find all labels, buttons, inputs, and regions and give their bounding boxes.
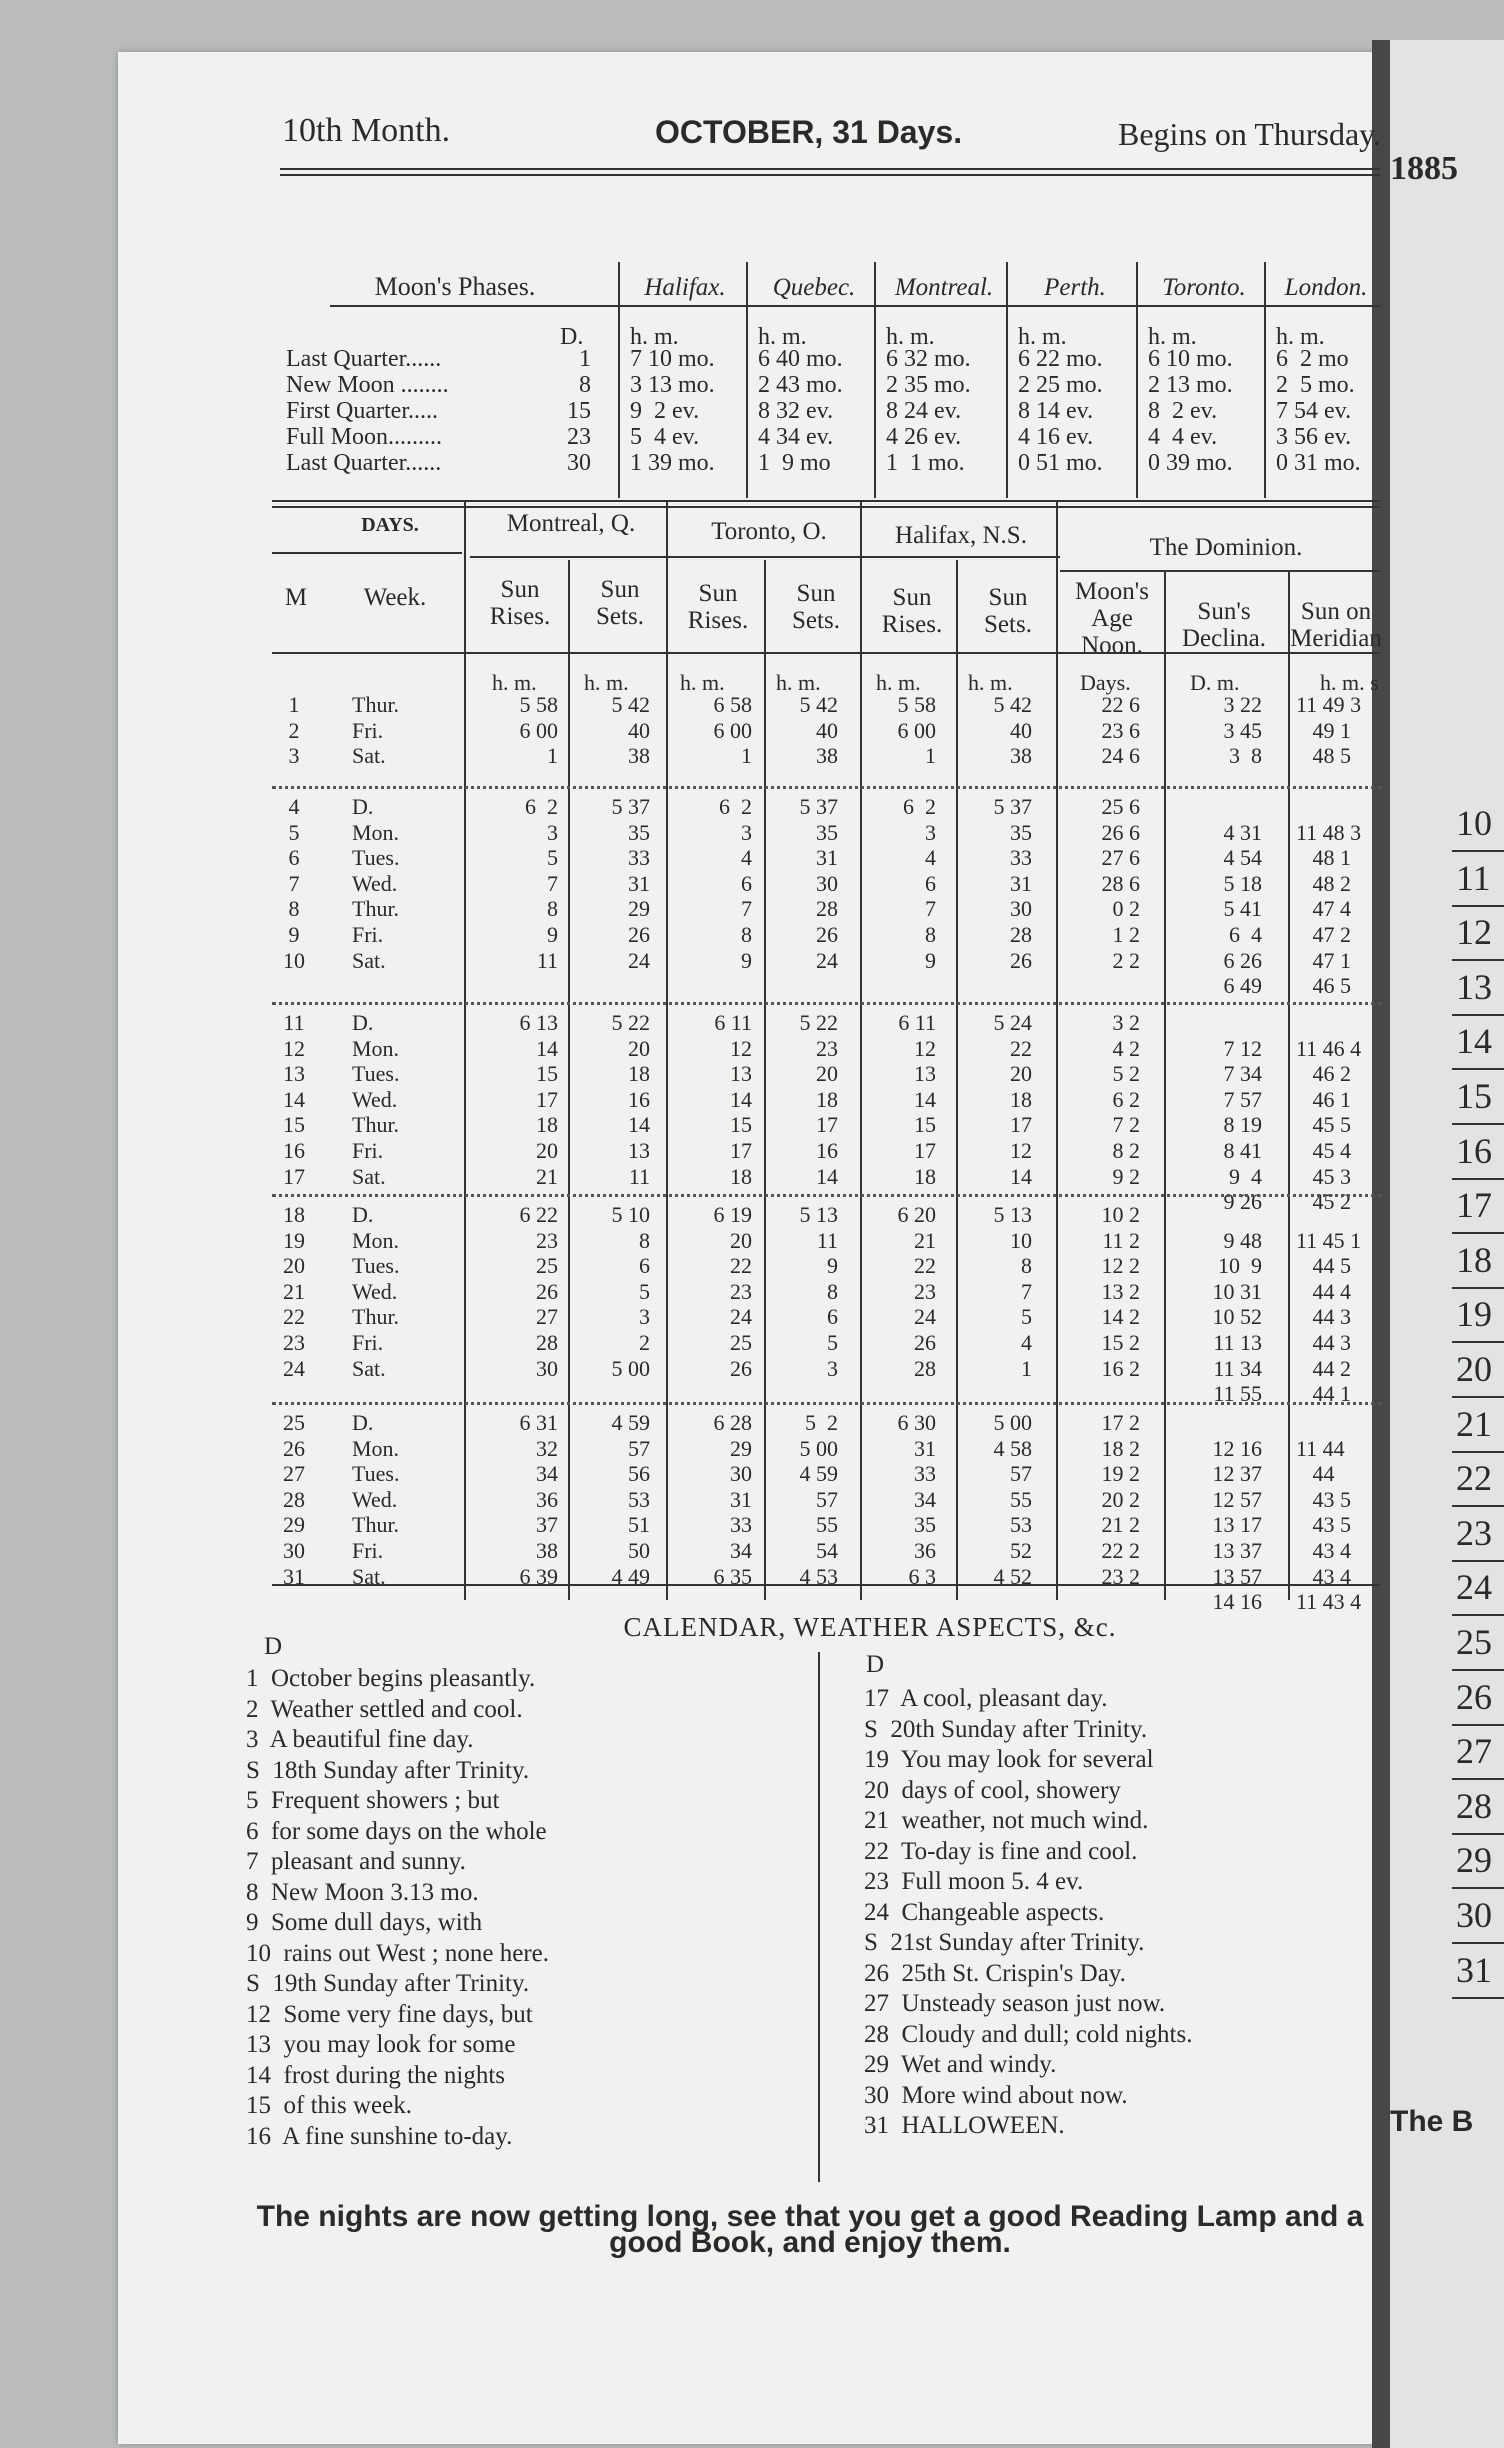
m-header: M	[284, 584, 308, 611]
vrule-8	[1164, 572, 1166, 1600]
facing-page-number: 28	[1456, 1785, 1492, 1826]
phase-name: First Quarter.....	[286, 398, 438, 424]
toronto-sunset: 5 37 35 31 30 28 26 24	[799, 794, 838, 973]
unit-label: h. m. s	[1320, 670, 1379, 695]
unit-label: h. m.	[680, 670, 725, 695]
sun-declination: 3 22 3 45 3 8	[1223, 692, 1262, 769]
facing-page-number: 18	[1456, 1239, 1492, 1280]
facing-page-rule	[1452, 959, 1504, 961]
phase-time: 6 32 mo.	[886, 346, 971, 372]
day-of-month: 4 5 6 7 8 9 10	[283, 794, 305, 973]
phase-time: 8 32 ev.	[758, 398, 834, 424]
phase-time: 7 54 ev.	[1276, 398, 1352, 424]
phase-name: Last Quarter......	[286, 346, 442, 372]
phase-day: 15	[567, 398, 591, 424]
unit-label: Days.	[1080, 670, 1131, 695]
weekday: D. Mon. Tues. Wed. Thur. Fri. Sat.	[352, 1010, 400, 1189]
toronto-sunrise: 6 11 12 13 14 15 17 18	[714, 1010, 752, 1189]
facing-page-rule	[1452, 1178, 1504, 1180]
toronto-sunrise: 6 28 29 30 31 33 34 6 35	[713, 1410, 752, 1589]
moon-age: 3 2 4 2 5 2 6 2 7 2 8 2 9 2	[1112, 1010, 1140, 1189]
phase-name: New Moon ........	[286, 372, 449, 398]
phase-time: 2 13 mo.	[1148, 372, 1233, 398]
phase-time: 0 51 mo.	[1018, 450, 1103, 476]
phase-d-label: D.	[560, 324, 584, 350]
phase-city-header: Quebec.	[772, 274, 856, 301]
phase-hm-label: h. m.	[1018, 324, 1067, 350]
montreal-sunset: 5 22 20 18 16 14 13 11	[611, 1010, 650, 1189]
day-of-month: 25 26 27 28 29 30 31	[283, 1410, 305, 1589]
phase-hm-label: h. m.	[630, 324, 679, 350]
facing-page-number: 21	[1456, 1403, 1492, 1444]
toronto-sunrise: 6 2 3 4 6 7 8 9	[719, 794, 752, 973]
facing-page-number: 13	[1456, 966, 1492, 1007]
phase-time: 4 16 ev.	[1018, 424, 1094, 450]
facing-page-rule	[1452, 1068, 1504, 1070]
toronto-rises-header: Sun Rises.	[687, 580, 749, 634]
phase-time: 0 31 mo.	[1276, 450, 1361, 476]
phase-city-header: London.	[1284, 274, 1368, 301]
vrule-3	[666, 500, 668, 1600]
meridian-header: Sun on Meridian	[1290, 598, 1382, 652]
phase-time: 2 43 mo.	[758, 372, 843, 398]
sun-meridian: 11 44 44 43 5 43 5 43 4 43 4 11 43 4	[1296, 1435, 1362, 1615]
days-rule	[272, 552, 462, 554]
facing-page-rule	[1452, 1614, 1504, 1616]
toronto-sunrise: 6 58 6 00 1	[713, 692, 752, 769]
group-toronto: Toronto, O.	[711, 518, 827, 545]
phase-time: 4 34 ev.	[758, 424, 834, 450]
facing-page-rule	[1452, 850, 1504, 852]
phase-time: 7 10 mo.	[630, 346, 715, 372]
toronto-sunset: 5 22 23 20 18 17 16 14	[799, 1010, 838, 1189]
day-of-month: 1 2 3	[288, 692, 300, 769]
phase-time: 6 40 mo.	[758, 346, 843, 372]
toronto-sets-header: Sun Sets.	[792, 580, 840, 634]
halifax-sunrise: 6 20 21 22 23 24 26 28	[897, 1202, 936, 1381]
facing-page-number: 11	[1456, 857, 1491, 898]
phase-time: 1 1 mo.	[886, 450, 965, 476]
calendar-left-head: D	[264, 1633, 283, 1660]
header-rule-1	[280, 168, 1380, 170]
month-label: 10th Month.	[282, 112, 451, 149]
facing-page-number: 30	[1456, 1895, 1492, 1935]
week-separator	[272, 1002, 1382, 1005]
montreal-sunrise: 6 2 3 5 7 8 9 11	[525, 794, 558, 973]
unit-label: h. m.	[492, 670, 537, 695]
day-of-month: 18 19 20 21 22 23 24	[283, 1202, 305, 1381]
group-montreal: Montreal, Q.	[506, 510, 636, 537]
weekday: D. Mon. Tues. Wed. Thur. Fri. Sat.	[352, 1202, 400, 1381]
vrule-7	[1056, 500, 1058, 1600]
sun-declination: 12 16 12 37 12 57 13 17 13 37 13 57 14 16	[1212, 1435, 1262, 1615]
phases-title: Moon's Phases.	[374, 272, 536, 301]
facing-page-rule	[1452, 1123, 1504, 1125]
calendar-notes-right: 17 A cool, pleasant day. S 20th Sunday after Trinity. 19 You may look for several 20 days of cool, showery 21 weather, not much wind. 22 To-day is fine and cool. 23 Full moon 5. 4 ev. 24 Changeable aspects. S 21st Sunday after Trinity. 26 25th St. Crispin's Day. 27 Unsteady season just now. 28 Cloudy and dull; cold nights. 29 Wet and windy. 30 More wind about now. 31 HALLOWEEN.	[864, 1685, 1193, 2139]
phase-time: 8 2 ev.	[1148, 398, 1218, 424]
facing-page-number: 23	[1456, 1512, 1492, 1553]
weekday: Thur. Fri. Sat.	[352, 692, 400, 769]
week-separator	[272, 1402, 1382, 1405]
halifax-sunset: 5 00 4 58 57 55 53 52 4 52	[993, 1410, 1032, 1589]
calendar-divider	[818, 1652, 820, 2182]
halifax-sunrise: 6 11 12 13 14 15 17 18	[898, 1010, 936, 1189]
facing-page-rule	[1452, 1341, 1504, 1343]
phase-hm-label: h. m.	[886, 324, 935, 350]
day-of-month: 11 12 13 14 15 16 17	[283, 1010, 305, 1189]
phase-time: 2 5 mo.	[1276, 372, 1355, 398]
phase-hm-label: h. m.	[758, 324, 807, 350]
vrule-2	[568, 560, 570, 1600]
toronto-sunrise: 6 19 20 22 23 24 25 26	[713, 1202, 752, 1381]
phase-time: 8 24 ev.	[886, 398, 962, 424]
phase-time: 1 39 mo.	[630, 450, 715, 476]
phase-time: 8 14 ev.	[1018, 398, 1094, 424]
phase-time: 3 56 ev.	[1276, 424, 1352, 450]
facing-page-rule	[1452, 1997, 1504, 1999]
sun-meridian: 11 49 3 49 1 48 5	[1296, 692, 1362, 769]
weekday: D. Mon. Tues. Wed. Thur. Fri. Sat.	[352, 1410, 400, 1589]
facing-page-rule	[1452, 1451, 1504, 1453]
halifax-sunrise: 6 2 3 4 6 7 8 9	[903, 794, 936, 973]
phase-city-rule	[1136, 262, 1138, 498]
phase-time: 5 4 ev.	[630, 424, 700, 450]
toronto-sunset: 5 13 11 9 8 6 5 3	[799, 1202, 838, 1381]
montreal-sunset: 4 59 57 56 53 51 50 4 49	[611, 1410, 650, 1589]
phase-day: 23	[567, 424, 591, 450]
week-separator	[272, 1194, 1382, 1197]
facing-page	[1390, 40, 1504, 2448]
montreal-sunrise: 6 22 23 25 26 27 28 30	[519, 1202, 558, 1381]
phase-time: 6 10 mo.	[1148, 346, 1233, 372]
facing-page-number: 29	[1456, 1840, 1492, 1881]
facing-page-rule	[1452, 1887, 1504, 1889]
montreal-sunset: 5 37 35 33 31 29 26 24	[611, 794, 650, 973]
facing-page-rule	[1452, 1560, 1504, 1562]
facing-page-rule	[1452, 1014, 1504, 1016]
facing-page-rule	[1452, 1778, 1504, 1780]
unit-label: h. m.	[968, 670, 1013, 695]
montreal-rises-header: Sun Rises.	[489, 576, 551, 630]
dominion-rule	[1060, 570, 1380, 572]
facing-page-number: 31	[1456, 1949, 1492, 1990]
facing-page-number: 27	[1456, 1731, 1492, 1772]
phase-day: 8	[579, 372, 591, 398]
montreal-sunset: 5 10 8 6 5 3 2 5 00	[611, 1202, 650, 1381]
declination-header: Sun's Declina.	[1182, 598, 1266, 652]
sun-declination: 9 48 10 9 10 31 10 52 11 13 11 34 11 55	[1212, 1227, 1262, 1407]
weekday: D. Mon. Tues. Wed. Thur. Fri. Sat.	[352, 794, 400, 973]
page-title: OCTOBER, 31 Days.	[655, 114, 963, 150]
sun-meridian: 11 45 1 44 5 44 4 44 3 44 3 44 2 44 1	[1296, 1227, 1362, 1407]
facing-page-number: 15	[1456, 1076, 1492, 1116]
phase-city-header: Halifax.	[644, 274, 726, 301]
phases-bottom-rule-2	[272, 506, 1380, 508]
table-bottom-rule	[272, 1584, 1380, 1586]
halifax-sunrise: 5 58 6 00 1	[897, 692, 936, 769]
phase-time: 4 4 ev.	[1148, 424, 1218, 450]
phase-time: 2 25 mo.	[1018, 372, 1103, 398]
facing-page-footer: The B	[1390, 2105, 1474, 2138]
vrule-4	[764, 560, 766, 1600]
phase-time: 6 2 mo	[1276, 346, 1349, 372]
halifax-sunset: 5 37 35 33 31 30 28 26	[993, 794, 1032, 973]
sun-meridian: 11 48 3 48 1 48 2 47 4 47 2 47 1 46 5	[1296, 819, 1362, 999]
facing-page-number: 19	[1456, 1294, 1492, 1335]
facing-page-rule	[1452, 1287, 1504, 1289]
phase-city-rule	[874, 262, 876, 498]
phase-time: 2 35 mo.	[886, 372, 971, 398]
phase-time: 0 39 mo.	[1148, 450, 1233, 476]
header-rule-2	[280, 174, 1380, 176]
sun-declination: 4 31 4 54 5 18 5 41 6 4 6 26 6 49	[1223, 819, 1262, 999]
facing-page-rule	[1452, 1505, 1504, 1507]
phase-name: Full Moon.........	[286, 424, 443, 450]
unit-label: h. m.	[776, 670, 821, 695]
moon-age: 25 6 26 6 27 6 28 6 0 2 1 2 2 2	[1101, 794, 1140, 973]
facing-page-rule	[1452, 1232, 1504, 1234]
phase-time: 3 13 mo.	[630, 372, 715, 398]
phases-bottom-rule-1	[272, 500, 1380, 502]
phase-city-rule	[1264, 262, 1266, 498]
facing-page-rule	[1452, 1833, 1504, 1835]
phase-time: 4 26 ev.	[886, 424, 962, 450]
phase-city-rule	[746, 262, 748, 498]
facing-page-number: 14	[1456, 1021, 1492, 1062]
group-halifax: Halifax, N.S.	[895, 522, 1027, 549]
phase-city-header: Perth.	[1044, 274, 1106, 301]
begins-on: Begins on Thursday.	[1118, 116, 1382, 152]
phase-time: 9 2 ev.	[630, 398, 700, 424]
facing-page-number: 10	[1456, 803, 1492, 843]
facing-page-rule	[1452, 905, 1504, 907]
unit-label: D. m.	[1190, 670, 1240, 695]
groups-rule	[470, 556, 1060, 558]
facing-page-year: 1885	[1390, 150, 1458, 187]
week-separator	[272, 786, 1382, 789]
facing-page-number: 16	[1456, 1130, 1492, 1171]
phase-city-header: Montreal.	[894, 274, 994, 301]
phase-time: 1 9 mo	[758, 450, 831, 476]
moon-age: 10 2 11 2 12 2 13 2 14 2 15 2 16 2	[1101, 1202, 1140, 1381]
sun-meridian: 11 46 4 46 2 46 1 45 5 45 4 45 3 45 2	[1296, 1035, 1362, 1215]
montreal-sunrise: 5 58 6 00 1	[519, 692, 558, 769]
halifax-rises-header: Sun Rises.	[881, 584, 943, 638]
montreal-sunrise: 6 13 14 15 17 18 20 21	[519, 1010, 558, 1189]
phase-hm-label: h. m.	[1276, 324, 1325, 350]
phase-name: Last Quarter......	[286, 450, 442, 476]
footer-advert: The nights are now getting long, see that you get a good Reading Lamp and a good Book, and enjoy them.	[256, 2200, 1364, 2259]
facing-page-rule	[1452, 1942, 1504, 1944]
toronto-sunset: 5 42 40 38	[799, 692, 838, 769]
phase-time: 6 22 mo.	[1018, 346, 1103, 372]
sun-declination: 7 12 7 34 7 57 8 19 8 41 9 4 9 26	[1223, 1035, 1262, 1215]
moon-age-header: Moon's Age Noon.	[1075, 578, 1149, 659]
facing-page-number: 26	[1456, 1676, 1492, 1717]
toronto-sunset: 5 2 5 00 4 59 57 55 54 4 53	[799, 1410, 838, 1589]
montreal-sets-header: Sun Sets.	[596, 576, 644, 630]
phase-hm-label: h. m.	[1148, 324, 1197, 350]
moon-age: 22 6 23 6 24 6	[1101, 692, 1140, 769]
halifax-sets-header: Sun Sets.	[984, 584, 1032, 638]
halifax-sunset: 5 13 10 8 7 5 4 1	[993, 1202, 1032, 1381]
halifax-sunset: 5 42 40 38	[993, 692, 1032, 769]
phases-header-rule	[330, 305, 1380, 307]
phase-city-rule	[1006, 262, 1008, 498]
facing-page-rule	[1452, 1396, 1504, 1398]
facing-page-number: 24	[1456, 1567, 1492, 1608]
phase-day: 30	[567, 450, 591, 476]
montreal-sunrise: 6 31 32 34 36 37 38 6 39	[519, 1410, 558, 1589]
week-header: Week.	[363, 584, 427, 611]
halifax-sunrise: 6 30 31 33 34 35 36 6 3	[897, 1410, 936, 1589]
phase-day: 1	[579, 346, 591, 372]
phase-city-rule	[618, 262, 620, 498]
unit-label: h. m.	[876, 670, 921, 695]
group-dominion: The Dominion.	[1149, 534, 1303, 561]
days-label: DAYS.	[361, 514, 419, 536]
calendar-right-head: D	[866, 1651, 885, 1678]
montreal-sunset: 5 42 40 38	[611, 692, 650, 769]
facing-page-number: 22	[1456, 1458, 1492, 1499]
facing-page-number: 20	[1456, 1349, 1492, 1389]
vrule-1	[464, 500, 466, 1600]
facing-page-number: 25	[1456, 1622, 1492, 1662]
facing-page-number: 12	[1456, 912, 1492, 953]
column-header-rule	[272, 652, 1380, 654]
calendar-title: CALENDAR, WEATHER ASPECTS, &c.	[623, 1612, 1117, 1642]
moon-age: 17 2 18 2 19 2 20 2 21 2 22 2 23 2	[1101, 1410, 1140, 1589]
facing-page-number: 17	[1456, 1185, 1492, 1226]
calendar-notes-left: 1 October begins pleasantly. 2 Weather settled and cool. 3 A beautiful fine day. S 18th Sunday after Trinity. 5 Frequent showers ; but 6 for some days on the whole 7 pleasant and sunny. 8 New Moon 3.13 mo. 9 Some dull days, with 10 rains out West ; none here. S 19th Sunday after Trinity. 12 Some very fine days, but 13 you may look for some 14 frost during the nights 15 of this week. 16 A fine sunshine to-day.	[246, 1665, 550, 2150]
facing-page-rule	[1452, 1669, 1504, 1671]
phase-city-header: Toronto.	[1162, 274, 1246, 301]
unit-label: h. m.	[584, 670, 629, 695]
halifax-sunset: 5 24 22 20 18 17 12 14	[993, 1010, 1032, 1189]
vrule-9	[1288, 572, 1290, 1600]
facing-page-rule	[1452, 1724, 1504, 1726]
